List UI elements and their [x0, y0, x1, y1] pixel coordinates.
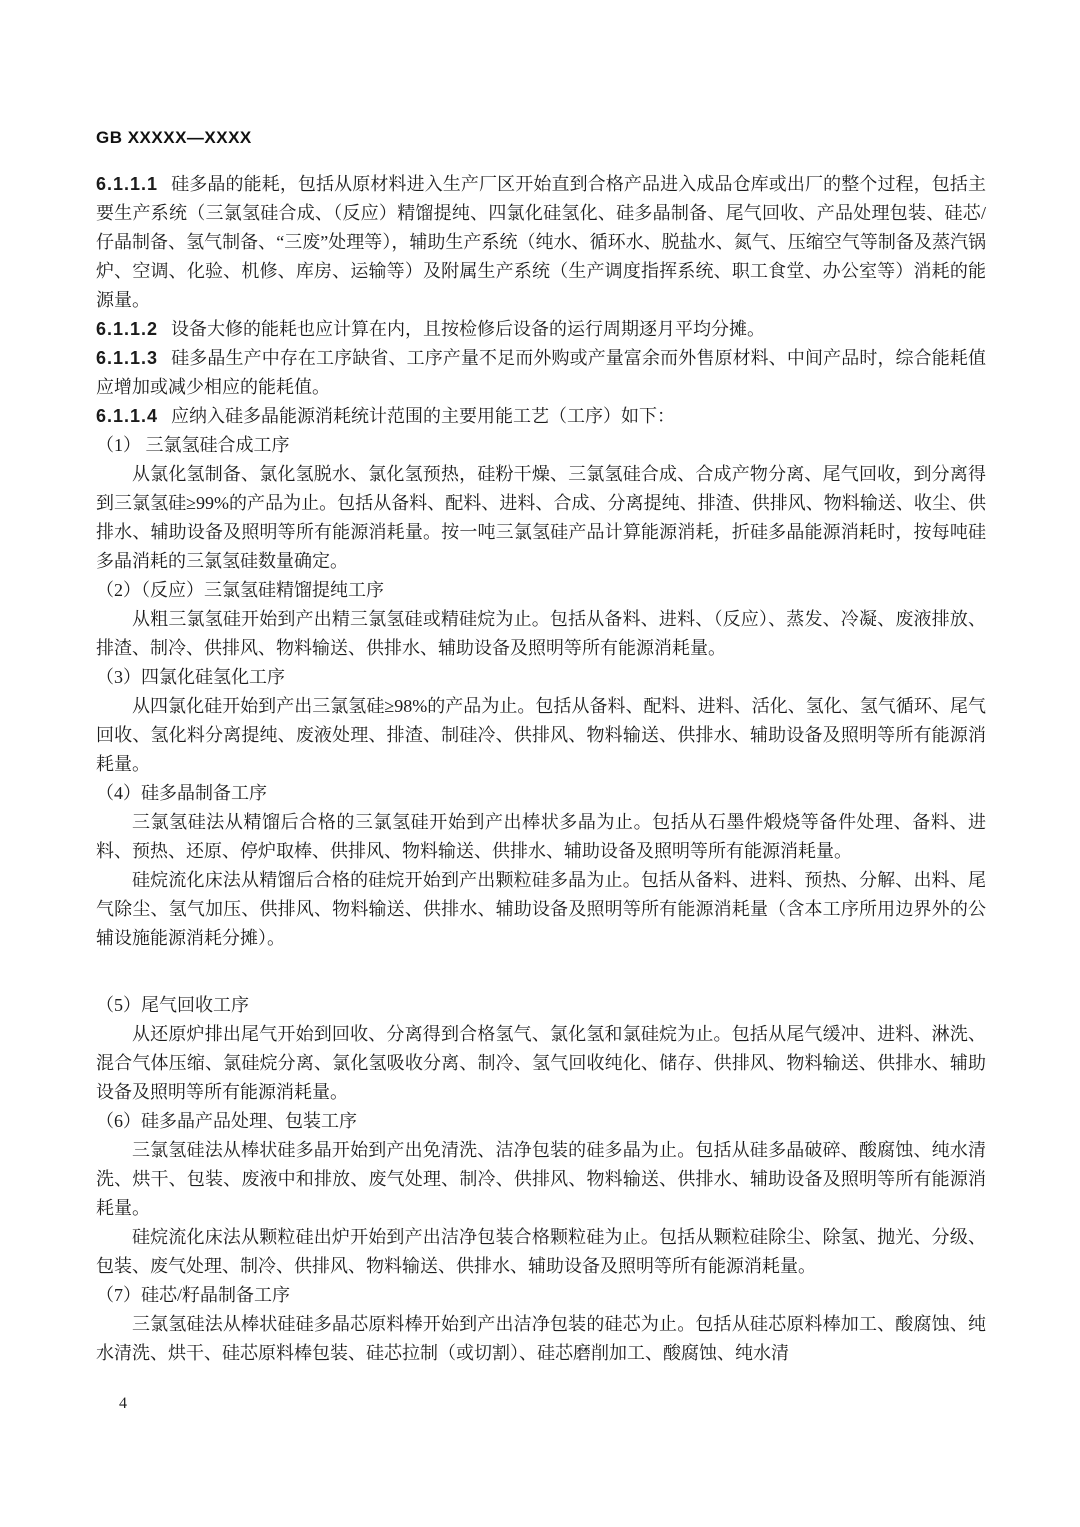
- item-3-paragraph: 从四氯化硅开始到产出三氯氢硅≥98%的产品为止。包括从备料、配料、进料、活化、氢化、氢气循环、尾气回收、氢化料分离提纯、废液处理、排渣、制硅冷、供排风、物料输送、供排水、辅助设备及照明等所有能源消耗量。: [96, 696, 986, 774]
- item-6-paragraph-1: 三氯氢硅法从棒状硅多晶开始到产出免清洗、洁净包装的硅多晶为止。包括从硅多晶破碎、酸腐蚀、纯水清洗、烘干、包装、废液中和排放、废气处理、制冷、供排风、物料输送、供排水、辅助设备及照明等所有能源消耗量。: [96, 1140, 986, 1218]
- clause-6114: [96, 402, 986, 431]
- clause-text: 硅多晶生产中存在工序缺省、工序产量不足而外购或产量富余而外售原材料、中间产品时，综合能耗值应增加或减少相应的能耗值。: [96, 348, 986, 397]
- item-4-paragraph-2: 硅烷流化床法从精馏后合格的硅烷开始到产出颗粒硅多晶为止。包括从备料、进料、预热、分解、出料、尾气除尘、氢气加压、供排风、物料输送、供排水、辅助设备及照明等所有能源消耗量（含本工序所用边界外的公辅设施能源消耗分摊）。: [96, 870, 986, 948]
- item-heading-4: （4）硅多晶制备工序: [96, 783, 267, 803]
- clause-number: 6.1.1.2: [96, 319, 159, 339]
- item-6-paragraph-2: 硅烷流化床法从颗粒硅出炉开始到产出洁净包装合格颗粒硅为止。包括从颗粒硅除尘、除氢、抛光、分级、包装、废气处理、制冷、供排风、物料输送、供排水、辅助设备及照明等所有能源消耗量。: [96, 1227, 986, 1276]
- clause-6113: [96, 344, 986, 402]
- item-heading-7: （7）硅芯/籽晶制备工序: [96, 1285, 290, 1305]
- item-heading-6: （6）硅多晶产品处理、包装工序: [96, 1111, 357, 1131]
- document-body: [96, 170, 986, 1368]
- clause-6112: [96, 315, 986, 344]
- item-heading-2: （2）（反应）三氯氢硅精馏提纯工序: [96, 580, 384, 600]
- item-5-paragraph: 从还原炉排出尾气开始到回收、分离得到合格氢气、氯化氢和氯硅烷为止。包括从尾气缓冲、进料、淋洗、混合气体压缩、氯硅烷分离、氯化氢吸收分离、制冷、氢气回收纯化、储存、供排风、物料输送、供排水、辅助设备及照明等所有能源消耗量。: [96, 1024, 986, 1102]
- clause-text: 设备大修的能耗也应计算在内，且按检修后设备的运行周期逐月平均分摊。: [171, 319, 766, 339]
- clause-text: 硅多晶的能耗，包括从原材料进入生产厂区开始直到合格产品进入成品仓库或出厂的整个过程，包括主要生产系统（三氯氢硅合成、（反应）精馏提纯、四氯化硅氢化、硅多晶制备、尾气回收、产品处理包装、硅芯/仔晶制备、氢气制备、“三废”处理等），辅助生产系统（纯水、循环水、脱盐水、氮气、压缩空气等制备及蒸汽锅炉、空调、化验、机修、库房、运输等）及附属生产系统（生产调度指挥系统、职工食堂、办公室等）消耗的能源量。: [96, 174, 986, 310]
- standard-number-header: GB XXXXX—XXXX: [96, 128, 252, 147]
- item-heading-5: （5）尾气回收工序: [96, 995, 249, 1015]
- item-heading-3: （3）四氯化硅氢化工序: [96, 667, 285, 687]
- item-1-paragraph: 从氯化氢制备、氯化氢脱水、氯化氢预热，硅粉干燥、三氯氢硅合成、合成产物分离、尾气回收，到分离得到三氯氢硅≥99%的产品为止。包括从备料、配料、进料、合成、分离提纯、排渣、供排风、物料输送、收尘、供排水、辅助设备及照明等所有能源消耗量。按一吨三氯氢硅产品计算能源消耗，折硅多晶能源消耗时，按每吨硅多晶消耗的三氯氢硅数量确定。: [96, 464, 986, 571]
- item-2-paragraph: 从粗三氯氢硅开始到产出精三氯氢硅或精硅烷为止。包括从备料、进料、（反应）、蒸发、冷凝、废液排放、排渣、制冷、供排风、物料输送、供排水、辅助设备及照明等所有能源消耗量。: [96, 609, 986, 658]
- clause-6111: [96, 170, 986, 315]
- item-4-paragraph-1: 三氯氢硅法从精馏后合格的三氯氢硅开始到产出棒状多晶为止。包括从石墨件煅烧等备件处理、备料、进料、预热、还原、停炉取棒、供排风、物料输送、供排水、辅助设备及照明等所有能源消耗量。: [96, 812, 986, 861]
- item-heading-1: （1） 三氯氢硅合成工序: [96, 435, 290, 455]
- page-number: 4: [119, 1395, 127, 1412]
- clause-number: 6.1.1.3: [96, 348, 159, 368]
- clause-number: 6.1.1.1: [96, 174, 159, 194]
- clause-text: 应纳入硅多晶能源消耗统计范围的主要用能工艺（工序）如下：: [171, 406, 676, 426]
- item-7-paragraph: 三氯氢硅法从棒状硅硅多晶芯原料棒开始到产出洁净包装的硅芯为止。包括从硅芯原料棒加工、酸腐蚀、纯水清洗、烘干、硅芯原料棒包装、硅芯拉制（或切割）、硅芯磨削加工、酸腐蚀、纯水清: [96, 1314, 986, 1363]
- clause-number: 6.1.1.4: [96, 406, 159, 426]
